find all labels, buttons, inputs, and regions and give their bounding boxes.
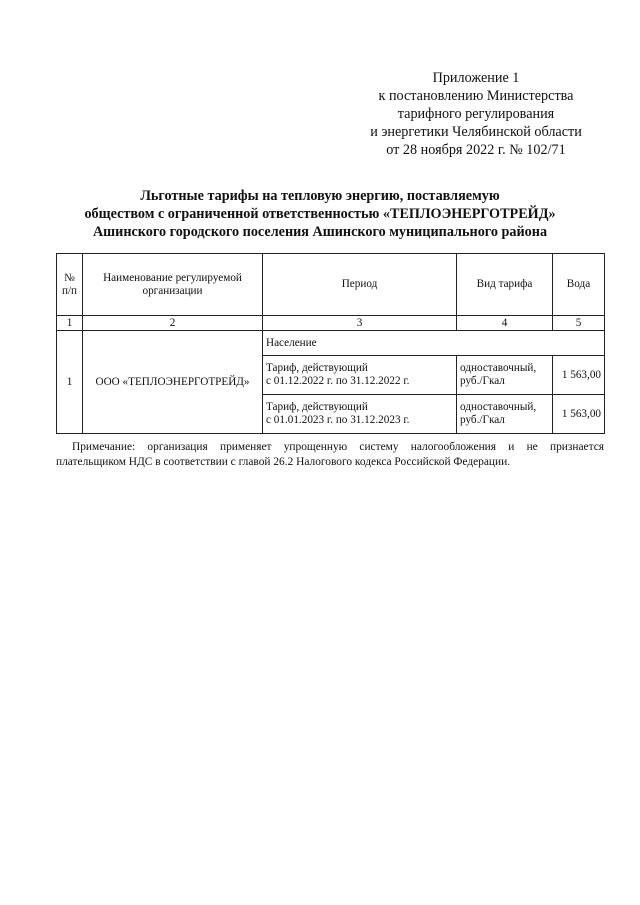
tariff-period (263, 395, 457, 434)
appendix-line: Приложение 1 (432, 70, 520, 86)
footnote-line1: Примечание: организация применяет упрощенную систему налогообложения и не признается (72, 441, 604, 453)
header-organization: Наименование регулируемой организации (83, 254, 263, 316)
tariff-period-dates: с 01.12.2022 г. по 31.12.2022 г. (266, 375, 410, 387)
tariff-period (263, 356, 457, 395)
header-tariff-type: Вид тарифа (457, 254, 553, 316)
tariff-value: 1 563,00 (553, 395, 605, 434)
tariff-period-dates: с 01.01.2023 г. по 31.12.2023 г. (266, 414, 410, 426)
column-number: 1 (57, 316, 83, 331)
tariff-period-label: Тариф, действующий (266, 401, 368, 413)
column-number: 5 (553, 316, 605, 331)
footnote-line2: плательщиком НДС в соответствии с главой 26.2 Налогового кодекса Российской Федерации. (56, 456, 511, 468)
document-title (40, 187, 600, 241)
organization-name: ООО «ТЕПЛОЭНЕРГОТРЕЙД» (83, 331, 263, 434)
column-number: 4 (457, 316, 553, 331)
title-line: обществом с ограниченной ответственностью «ТЕПЛОЭНЕРГОТРЕЙД» (84, 206, 556, 222)
header-number (57, 254, 83, 316)
header-number-line2: п/п (61, 284, 78, 297)
tariff-type (457, 395, 553, 434)
header-water: Вода (553, 254, 605, 316)
title-line: Льготные тарифы на тепловую энергию, поставляемую (140, 188, 500, 204)
tariff-type-unit: руб./Гкал (460, 414, 505, 426)
tariff-value: 1 563,00 (553, 356, 605, 395)
header-number-line1: № (64, 271, 75, 284)
column-number: 3 (263, 316, 457, 331)
tariff-type-label: одноставочный, (460, 362, 537, 374)
tariff-table (56, 253, 605, 434)
appendix-header (340, 69, 612, 159)
appendix-line: от 28 ноября 2022 г. № 102/71 (386, 142, 566, 158)
tariff-type-label: одноставочный, (460, 401, 537, 413)
consumer-group: Население (263, 331, 605, 356)
tariff-type (457, 356, 553, 395)
footnote (56, 440, 604, 470)
appendix-line: и энергетики Челябинской области (370, 124, 582, 140)
table-header-row (57, 254, 605, 316)
tariff-type-unit: руб./Гкал (460, 375, 505, 387)
column-number-row (57, 316, 605, 331)
row-number: 1 (57, 331, 83, 434)
tariff-period-label: Тариф, действующий (266, 362, 368, 374)
table-row (57, 331, 605, 356)
appendix-line: тарифного регулирования (397, 106, 555, 122)
column-number: 2 (83, 316, 263, 331)
header-period: Период (263, 254, 457, 316)
title-line: Ашинского городского поселения Ашинского муниципального района (92, 224, 548, 240)
appendix-line: к постановлению Министерства (378, 88, 574, 104)
